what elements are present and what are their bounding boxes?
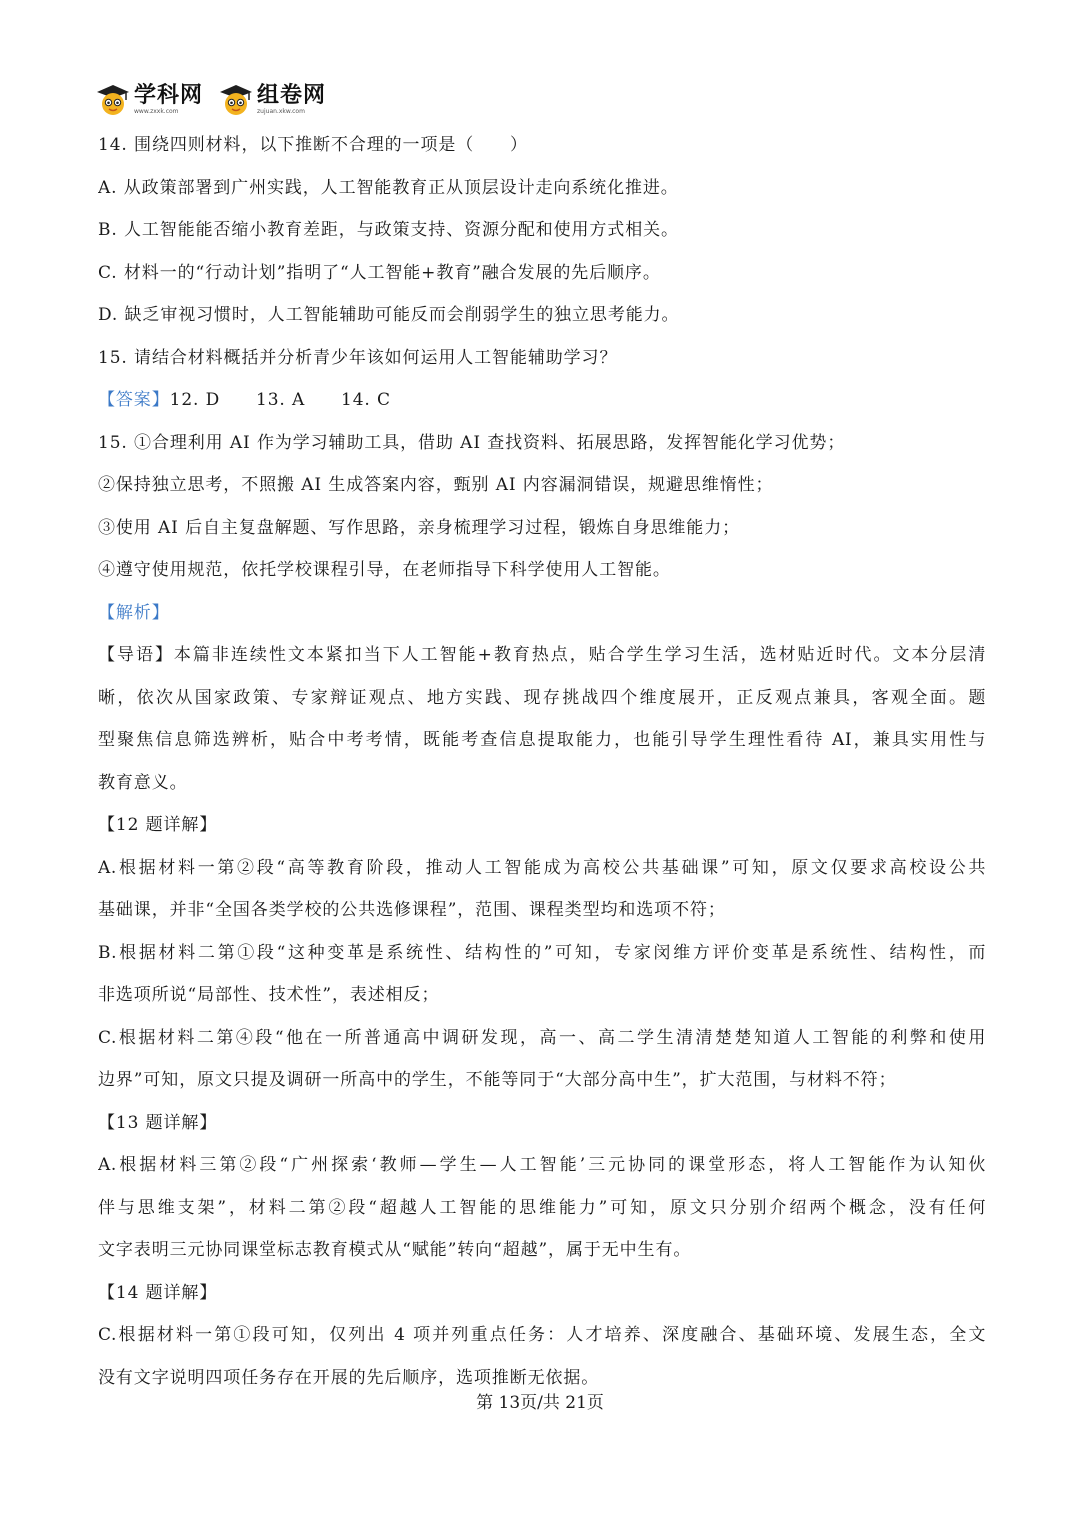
analysis-tag: 【解析】	[98, 602, 170, 623]
document-body	[98, 124, 986, 1399]
logo-url: zujuan.xkw.com	[257, 108, 305, 115]
explain-line: 非选项所说“局部性、技术性”，表述相反；	[98, 985, 440, 1005]
logo-url: www.zxxk.com	[134, 108, 179, 115]
option-c: C. 材料一的“行动计划”指明了“人工智能+教育”融合发展的先后顺序。	[98, 262, 661, 283]
explain-line: 没有文字说明四项任务存在开展的先后顺序，选项推断无依据。	[98, 1367, 600, 1388]
logo-name: 组卷网	[257, 83, 327, 108]
answer-tag: 【答案】	[98, 390, 170, 410]
mascot-icon	[219, 83, 253, 117]
answer-15-line: ④遵守使用规范，依托学校课程引导，在老师指导下科学使用人工智能。	[98, 560, 671, 580]
mascot-icon	[96, 83, 130, 117]
intro-line: 型聚焦信息筛选辨析，贴合中考考情，既能考查信息提取能力，也能引导学生理性看待 AI，兼具实用性与	[98, 730, 986, 750]
answer-15-line: ③使用 AI 后自主复盘解题、写作思路，亲身梳理学习过程，锻炼自身思维能力；	[98, 517, 740, 538]
emphasis-text: 不合理 · · ·	[331, 135, 385, 155]
explain-line: 边界”可知，原文只提及调研一所高中的学生，不能等同于“大部分高中生”，扩大范围，与材料不符；	[98, 1070, 897, 1090]
intro-line: 晰，依次从国家政策、专家辩证观点、地方实践、现存挑战四个维度展开，正反观点兼具，客观全面。题	[98, 687, 986, 708]
intro-line: 教育意义。	[98, 772, 188, 793]
answer-line	[98, 379, 986, 422]
explain-line: A.根据材料一第②段“高等教育阶段，推动人工智能成为高校公共基础课”可知，原文仅要求高校设公共	[98, 857, 986, 878]
explain-line: 伴与思维支架”，材料二第②段“超越人工智能的思维能力”可知，原文只分别介绍两个概念，没有任何	[98, 1197, 986, 1218]
answer-values: 12. D 13. A 14. C	[169, 390, 391, 410]
xuekewang-logo	[96, 83, 203, 117]
stem-text: 14. 围绕四则材料，以下推断	[98, 135, 331, 155]
option-d: D. 缺乏审视习惯时，人工智能辅助可能反而会削弱学生的独立思考能力。	[98, 305, 680, 325]
header-logos	[96, 80, 326, 120]
question-15-stem: 15. 请结合材料概括并分析青少年该如何运用人工智能辅助学习？	[98, 347, 618, 368]
explain-line: A.根据材料三第②段“广州探索‘教师—学生—人工智能’三元协同的课堂形态，将人工智能作为认知伙	[98, 1155, 986, 1175]
page-number: 第 13页/共 21页	[476, 1393, 604, 1413]
intro-line: 【导语】本篇非连续性文本紧扣当下人工智能+教育热点，贴合学生学习生活，选材贴近时代。文本分层清	[98, 645, 986, 665]
option-a: A. 从政策部署到广州实践，人工智能教育正从顶层设计走向系统化推进。	[98, 177, 679, 198]
explain-line: C.根据材料一第①段可知，仅列出 4 项并列重点任务：人才培养、深度融合、基础环境、发展生态，全文	[98, 1325, 986, 1345]
explain-line: 文字表明三元协同课堂标志教育模式从“赋能”转向“超越”，属于无中生有。	[98, 1240, 692, 1260]
answer-15-line: ②保持独立思考，不照搬 AI 生成答案内容，甄别 AI 内容漏洞错误，规避思维惰性；	[98, 475, 774, 495]
logo-name: 学科网	[134, 83, 204, 108]
zujuanwang-logo	[219, 83, 326, 117]
explain-line: C.根据材料二第④段“他在一所普通高中调研发现，高一、高二学生清清楚楚知道人工智能的利弊和使用	[98, 1027, 986, 1048]
answer-15-line: 15. ①合理利用 AI 作为学习辅助工具，借助 AI 查找资料、拓展思路，发挥智能化学习优势；	[98, 432, 846, 453]
explain-line: B.根据材料二第①段“这种变革是系统性、结构性的”可知，专家闵维方评价变革是系统性、结构性，而	[98, 942, 986, 963]
explain-line: 基础课，并非“全国各类学校的公共选修课程”，范围、课程类型均和选项不符；	[98, 900, 726, 920]
section-title: 【12 题详解】	[98, 815, 218, 835]
stem-text: 的一项是（ ）	[384, 135, 528, 155]
section-title: 【13 题详解】	[98, 1112, 218, 1133]
question-14-stem	[98, 124, 986, 167]
option-b: B. 人工智能能否缩小教育差距，与政策支持、资源分配和使用方式相关。	[98, 220, 679, 240]
section-title: 【14 题详解】	[98, 1282, 218, 1303]
